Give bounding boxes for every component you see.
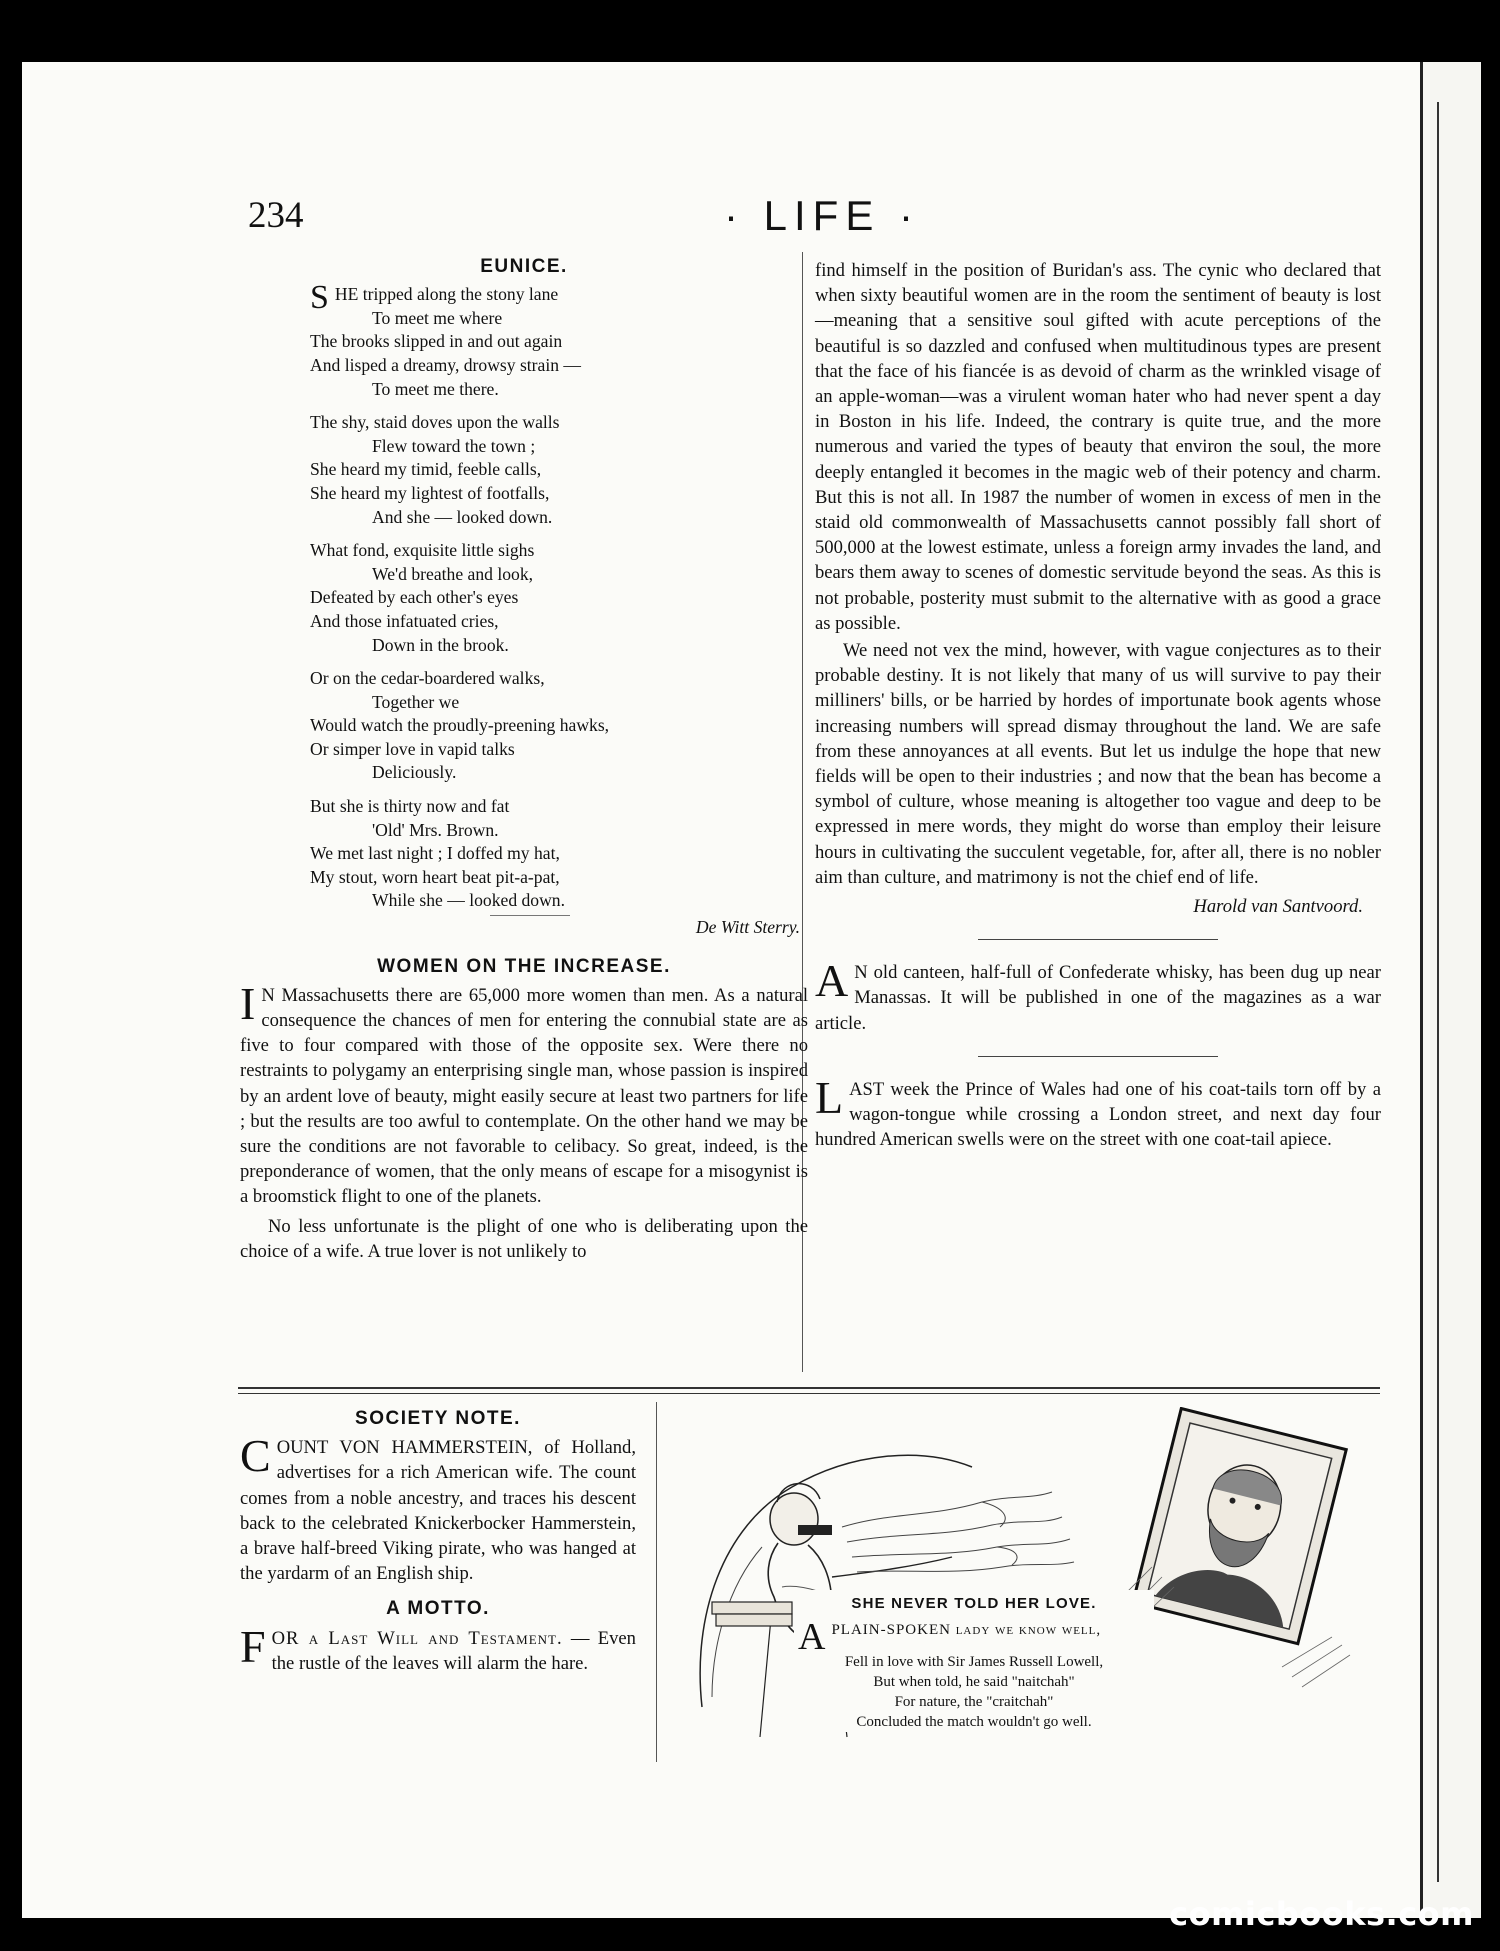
drop-cap: I <box>240 977 256 1029</box>
page-number: 234 <box>248 195 304 236</box>
poem-title: EUNICE. <box>480 256 568 277</box>
poem-line: But she is thirty now and fat <box>310 796 510 817</box>
canteen-paragraph: A N old canteen, half-full of Confederate whisky, has been dug up near Manassas. It will be published in one of the magazines as a war article. <box>815 955 1381 1034</box>
poem-line: Or on the cedar-boardered walks, <box>310 668 545 689</box>
poem-line: And she — looked down. <box>372 506 553 527</box>
poem-line: To meet me there. <box>372 378 499 399</box>
poem-line: While she — looked down. <box>372 890 566 911</box>
poem-line: Would watch the proudly-preening hawks, <box>310 715 610 736</box>
right-column <box>815 258 1381 1153</box>
poem-line: To meet me where <box>372 307 503 328</box>
women-paragraph-2: No less unfortunate is the plight of one who is deliberating upon the choice of a wife. A true lover is not unlikely to <box>240 1215 808 1262</box>
poem-line: She heard my timid, feeble calls, <box>310 459 542 480</box>
women-paragraph-4: We need not vex the mind, however, with vague conjectures as to their probable destiny. It is not likely that many of us will survive to pay their milliners' bills, or be harried by hordes of importunate book agents whose increasing numbers will spread dismay throughout the land. We are safe from these annoyances at all events. But let us indulge the hope that new fields will be open to their industries ; and now that the bean has become a symbol of culture, whose meaning is altogether too vague and deep to be expressed in mere words, they might do worse than employ their leisure hours in cultivating the succulent vegetable, for, after all, there is no nobler aim than culture, and matrimony is not the chief end of life. <box>815 640 1381 888</box>
poem-signature: De Witt Sterry. <box>695 917 800 938</box>
horizontal-rule <box>238 1387 1380 1394</box>
cartoon-first-line: APLAIN-SPOKEN lady we know well, <box>798 1616 1102 1658</box>
poem-line: Defeated by each other's eyes <box>310 587 519 608</box>
poem-stanza <box>310 667 808 785</box>
poem-line: Together we <box>372 691 460 712</box>
poem-stanza <box>310 539 808 657</box>
bottom-left-column <box>240 1406 636 1676</box>
framed-portrait <box>1133 1408 1346 1643</box>
poem-line: She heard my lightest of footfalls, <box>310 482 550 503</box>
poem <box>310 279 808 939</box>
poem-line: And those infatuated cries, <box>310 610 499 631</box>
poem-line <box>310 279 808 317</box>
poem-line: 'Old' Mrs. Brown. <box>372 819 499 840</box>
adjacent-page-edge <box>1420 62 1481 1918</box>
poem-line: We met last night ; I doffed my hat, <box>310 843 560 864</box>
poem-line: And lisped a dreamy, drowsy strain — <box>310 354 582 375</box>
poem-line: The shy, staid doves upon the walls <box>310 412 560 433</box>
poem-line: Flew toward the town ; <box>372 435 536 456</box>
poem-line: We'd breathe and look, <box>372 563 534 584</box>
cartoon-line: Fell in love with Sir James Russell Lowell, <box>844 1654 1104 1670</box>
poem-line: My stout, worn heart beat pit-a-pat, <box>310 866 560 887</box>
poem-line: Or simper love in vapid talks <box>310 738 515 759</box>
poem-line: What fond, exquisite little sighs <box>310 540 535 561</box>
prince-paragraph: LAST week the Prince of Wales had one of his coat-tails torn off by a wagon-tongue while crossing a London street, and next day four hundred American swells were on the street with one coat-tail apiece. <box>815 1071 1381 1151</box>
cartoon-line: Concluded the match wouldn't go well. <box>856 1714 1092 1730</box>
society-title: SOCIETY NOTE. <box>355 1408 521 1429</box>
rule-separator <box>978 1056 1218 1057</box>
cartoon-title: SHE NEVER TOLD HER LOVE. <box>851 1595 1097 1612</box>
motto-paragraph: FOR a Last Will and Testament. — Even the rustle of the leaves will alarm the hare. <box>240 1620 636 1674</box>
poem-stanza <box>310 411 808 529</box>
watermark: comicbooks.com <box>1169 1895 1474 1933</box>
women-signature: Harold van Santvoord. <box>1193 896 1363 918</box>
poem-line: Deliciously. <box>372 762 457 783</box>
poem-line: The brooks slipped in and out again <box>310 331 563 352</box>
cartoon-line: But when told, he said "naitchah" <box>873 1674 1075 1690</box>
women-title: WOMEN ON THE INCREASE. <box>377 955 671 977</box>
drop-cap: A <box>798 1616 826 1658</box>
motto-title: A MOTTO. <box>386 1598 490 1620</box>
drop-cap: C <box>240 1430 271 1482</box>
books-icon <box>712 1602 792 1626</box>
drop-cap: A <box>815 955 849 1007</box>
women-paragraph-3: find himself in the position of Buridan's ass. The cynic who declared that when sixty beautiful women are in the room the sentiment of beauty is lost—meaning that a sensitive soul gifted with acute perceptions of the beautiful is so dazzled and confused when multitudinous types are present that the face of his fiancée is as devoid of charm as the wrinkled visage of an apple-woman—was a virulent woman hater who had never spent a day in Boston in his life. Indeed, the contrary is quite true, and the more numerous and varied the types of beauty that environ the soul, the more deeply entangled it becomes in the magic web of their potency and charm. But this is not all. In 1987 the number of women in excess of men in the staid old commonwealth of Massachusetts cannot possibly fall short of 500,000 at the lowest estimate, unless a foreign army invades the land, and bears them away to scenes of domestic servitude beyond the seas. As this is not probable, posterity must submit to the alternative with as good a grace as possible. <box>815 260 1381 634</box>
drop-cap: L <box>815 1071 844 1123</box>
magazine-page <box>22 62 1420 1918</box>
drop-cap: S <box>310 279 329 317</box>
poem-stanza <box>310 795 808 913</box>
column-divider <box>656 1402 657 1762</box>
poem-line: Down in the brook. <box>372 634 509 655</box>
left-column <box>240 254 808 1264</box>
poem-first-line: HE tripped along the stony lane <box>334 284 559 305</box>
dream-wisps <box>842 1492 1074 1572</box>
women-paragraph-1: I N Massachusetts there are 65,000 more women than men. As a natural consequence the chances of men for entering the connubial state are as five to four compared with those of the opposite sex. Were there no restraints to polygamy an enterprising single man, whose passion is inspired by an ardent love of beauty, might easily secure at least two partners for life ; but the results are too awful to contemplate. On the other hand we may be sure the conditions are not favorable to celibacy. So great, indeed, is the preponderance of women, that the only means of escape for a misogynist is a broomstick flight to one of the planets. <box>240 977 808 1208</box>
masthead: · LIFE · <box>723 192 920 239</box>
cartoon-caption <box>794 1590 1154 1732</box>
poem-stanza <box>310 279 808 401</box>
cartoon-line: For nature, the "craitchah" <box>894 1694 1054 1710</box>
rule-separator <box>978 939 1218 940</box>
society-paragraph: COUNT VON HAMMERSTEIN, of Holland, advertises for a rich American wife. The count comes from a noble ancestry, and traces his descent back to the celebrated Knickerbocker Hammerstein, a brave half-breed Viking pirate, who was hanged at the yardarm of an English ship. <box>240 1430 636 1585</box>
drop-cap: F <box>240 1620 266 1672</box>
